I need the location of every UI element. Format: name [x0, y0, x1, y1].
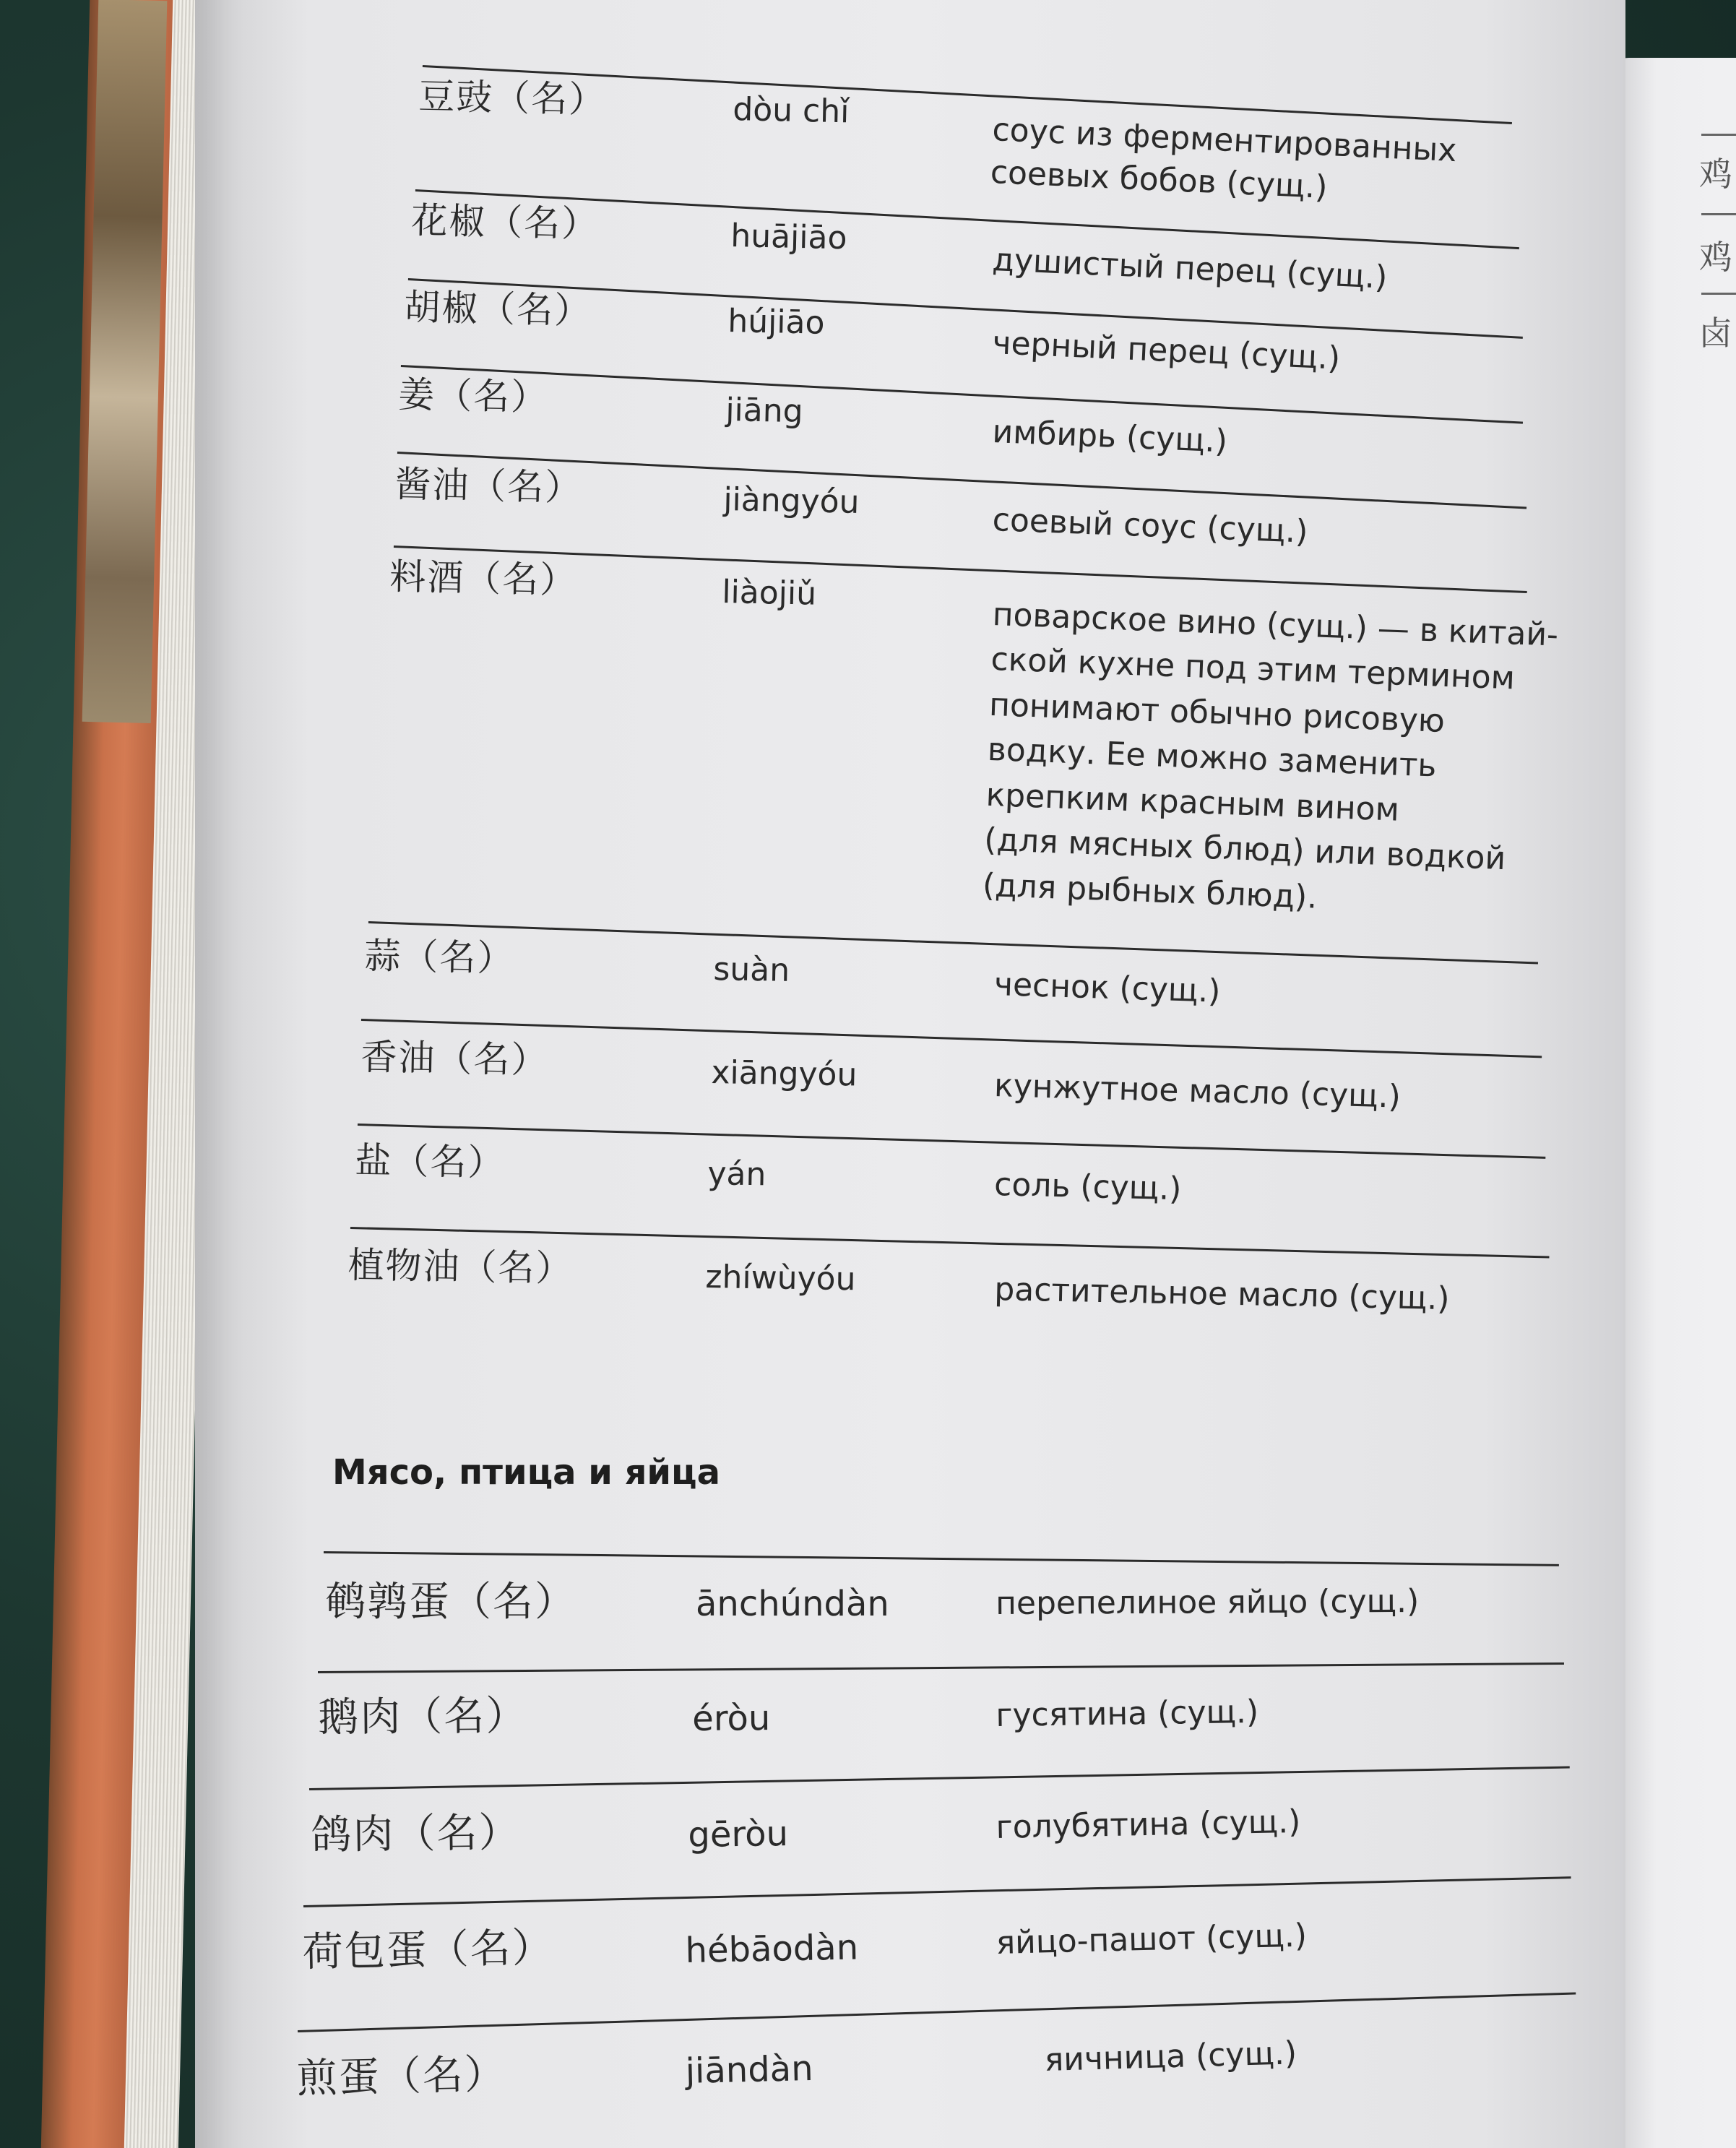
pinyin-cell: yán: [707, 1155, 766, 1194]
pinyin-cell: liàojiǔ: [721, 573, 817, 613]
hanzi-cell: 煎蛋（名）: [296, 2050, 507, 2102]
hanzi-cell: 香油（名）: [360, 1035, 549, 1082]
hanzi-cell: 酱油（名）: [394, 462, 583, 509]
pinyin-cell: jiāndàn: [685, 2048, 814, 2092]
pinyin-cell: gēròu: [688, 1813, 789, 1855]
row-divider: [303, 1876, 1571, 1907]
pinyin-cell: jiāng: [725, 391, 804, 431]
definition-cell: растительное масло (сущ.): [993, 1270, 1450, 1318]
definition-cell: яичница (сущ.): [1044, 2035, 1297, 2079]
definition-cell: голубятина (сущ.): [996, 1803, 1301, 1846]
hanzi-cell: 胡椒（名）: [403, 285, 592, 332]
pinyin-cell: hújiāo: [727, 302, 825, 342]
hanzi-cell: 植物油（名）: [347, 1243, 574, 1290]
row-divider: [309, 1767, 1570, 1790]
pinyin-cell: ānchúndàn: [696, 1584, 889, 1624]
hanzi-cell: 料酒（名）: [389, 555, 578, 602]
definition-cell: поварское вино (сущ.) — в китай- ской кухне под этим термином понимают обычно рисовую водку. Ее можно заменить крепким красным вином (для мясных блюд) или водкой (для рыбных блюд).: [982, 595, 1559, 916]
definition-cell: соль (сущ.): [993, 1165, 1182, 1208]
definition-cell: кунжутное масло (сущ.): [993, 1066, 1402, 1116]
facing-page-char: 鸡: [1699, 155, 1732, 194]
pinyin-cell: zhíwùyóu: [705, 1258, 856, 1298]
definition-cell: чеснок (сущ.): [993, 965, 1222, 1010]
hanzi-cell: 鹅肉（名）: [318, 1692, 528, 1741]
definition-cell: имбирь (сущ.): [991, 413, 1228, 460]
hanzi-cell: 鸽肉（名）: [311, 1808, 521, 1859]
row-divider: [358, 1123, 1545, 1159]
pinyin-cell: huājiāo: [730, 217, 847, 257]
pinyin-cell: xiāngyóu: [711, 1053, 858, 1094]
definition-cell: яйцо-пашот (сущ.): [996, 1917, 1308, 1962]
row-divider: [298, 1992, 1576, 2032]
pinyin-cell: éròu: [692, 1698, 771, 1739]
hanzi-cell: 荷包蛋（名）: [302, 1924, 555, 1976]
section-heading: Мясо, птица и яйца: [332, 1452, 721, 1493]
pinyin-cell: dòu chǐ: [732, 90, 850, 131]
definition-cell: черный перец (сущ.): [991, 324, 1342, 377]
definition-cell: гусятина (сущ.): [996, 1693, 1259, 1734]
hanzi-cell: 姜（名）: [397, 373, 549, 419]
hanzi-cell: 花椒（名）: [410, 199, 600, 246]
pinyin-cell: hébāodàn: [685, 1927, 859, 1971]
row-divider: [401, 365, 1523, 424]
definition-cell: душистый перец (сущ.): [991, 241, 1389, 296]
pinyin-cell: jiàngyóu: [722, 480, 860, 521]
facing-page-char: 鸡: [1699, 238, 1732, 277]
hanzi-cell: 鹌鹑蛋（名）: [325, 1579, 576, 1626]
pinyin-cell: suàn: [713, 950, 790, 989]
hanzi-cell: 盐（名）: [354, 1139, 506, 1184]
definition-cell: соевый соус (сущ.): [991, 501, 1309, 551]
definition-cell: перепелиное яйцо (сущ.): [996, 1582, 1420, 1622]
hanzi-cell: 蒜（名）: [363, 934, 515, 980]
row-divider: [368, 921, 1538, 965]
hanzi-cell: 豆豉（名）: [418, 74, 607, 121]
row-divider: [324, 1551, 1559, 1566]
definition-cell: соус из ферментированных соевых бобов (сущ.): [989, 111, 1458, 207]
row-divider: [318, 1662, 1564, 1673]
facing-page-char: 卤: [1699, 314, 1732, 353]
